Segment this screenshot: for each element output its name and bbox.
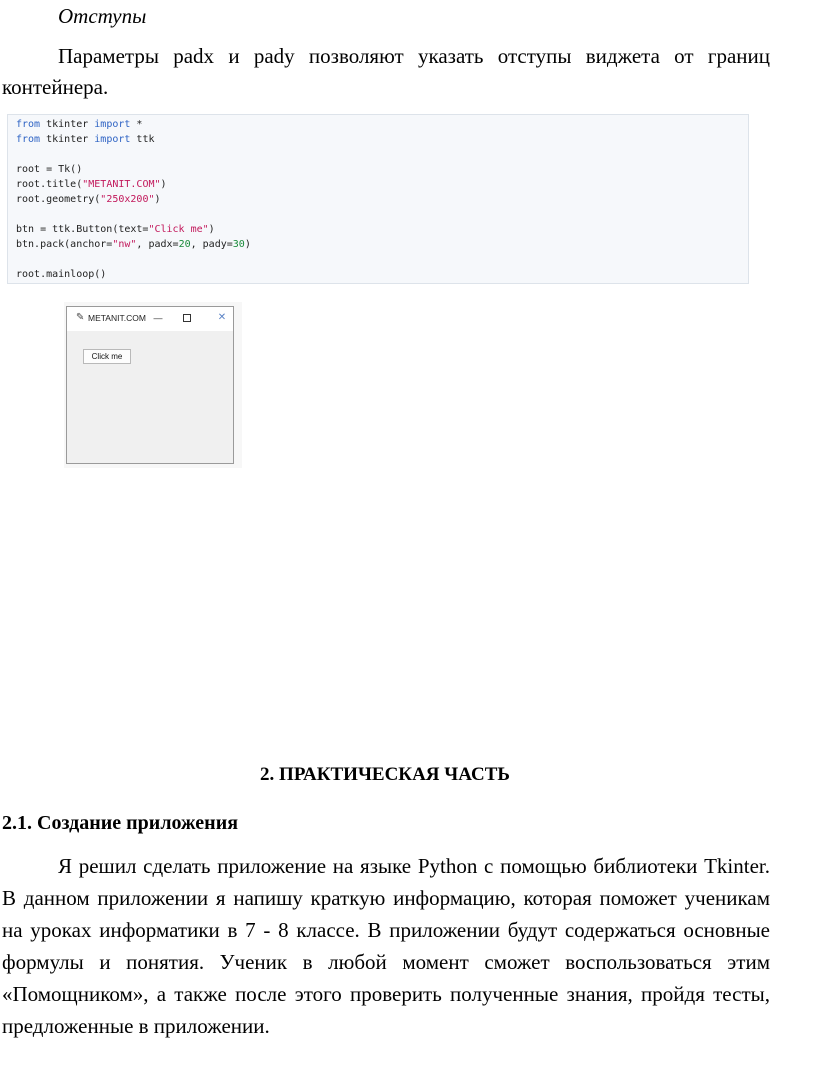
code-line-7 [16, 237, 748, 252]
code-line-blank [16, 147, 748, 162]
code-token: ) [154, 194, 161, 205]
intro-paragraph: Параметры padx и pady позволяют указать отступы виджета от границ контейнера. [2, 44, 770, 99]
code-line-2 [16, 132, 748, 147]
subheading-indents: Отступы [58, 4, 147, 28]
code-block [7, 114, 749, 284]
code-token: btn = ttk.Button(text= [16, 224, 149, 235]
code-line-6 [16, 222, 748, 237]
code-token: import [94, 119, 131, 130]
maximize-icon[interactable] [180, 311, 194, 325]
code-token: "METANIT.COM" [82, 179, 161, 190]
window-title: METANIT.COM [88, 313, 146, 323]
code-token: import [94, 134, 131, 145]
code-token: tkinter [40, 119, 95, 130]
feather-icon: ✎ [76, 312, 85, 323]
code-token: "Click me" [148, 224, 209, 235]
code-line-blank [16, 252, 748, 267]
code-token: 20 [178, 239, 191, 250]
code-token: 30 [232, 239, 245, 250]
code-line-blank [16, 207, 748, 222]
code-line-5 [16, 192, 748, 207]
close-icon[interactable]: ✕ [217, 312, 227, 323]
minimize-icon[interactable]: — [153, 313, 163, 323]
code-token: ttk [130, 134, 155, 145]
code-token: , padx= [136, 239, 179, 250]
code-token: "250x200" [100, 194, 155, 205]
code-token: ) [160, 179, 167, 190]
body-paragraph: Я решил сделать приложение на языке Python с помощью библиотеки Tkinter. В данном приложении я напишу краткую информацию, которая поможет ученикам на уроках информатики в 7 - 8 классе. В приложении будут содержаться основные формулы и понятия. Ученик в любой момент сможет воспользоваться этим «Помощником», а также после этого проверить полученные знания, пройдя тесты, предложенные в приложении. [2, 854, 770, 1038]
code-token: "nw" [112, 239, 137, 250]
click-me-button[interactable]: Click me [83, 349, 131, 364]
code-token: ) [244, 239, 251, 250]
code-token: tkinter [40, 134, 95, 145]
window-titlebar [67, 307, 233, 331]
subsection-title: 2.1. Создание приложения [2, 812, 239, 834]
code-line-1 [16, 117, 748, 132]
code-token: btn.pack(anchor= [16, 239, 113, 250]
code-token: from [16, 134, 41, 145]
code-token: root.title( [16, 179, 83, 190]
demo-window [66, 306, 234, 464]
section-title: 2. ПРАКТИЧЕСКАЯ ЧАСТЬ [260, 764, 510, 785]
code-token: root.geometry( [16, 194, 101, 205]
code-line-8: root.mainloop() [16, 269, 107, 280]
code-line-3: root = Tk() [16, 164, 83, 175]
code-token: ) [208, 224, 215, 235]
code-token: , pady= [190, 239, 233, 250]
code-line-4 [16, 177, 748, 192]
code-token: from [16, 119, 41, 130]
code-token: * [130, 119, 143, 130]
